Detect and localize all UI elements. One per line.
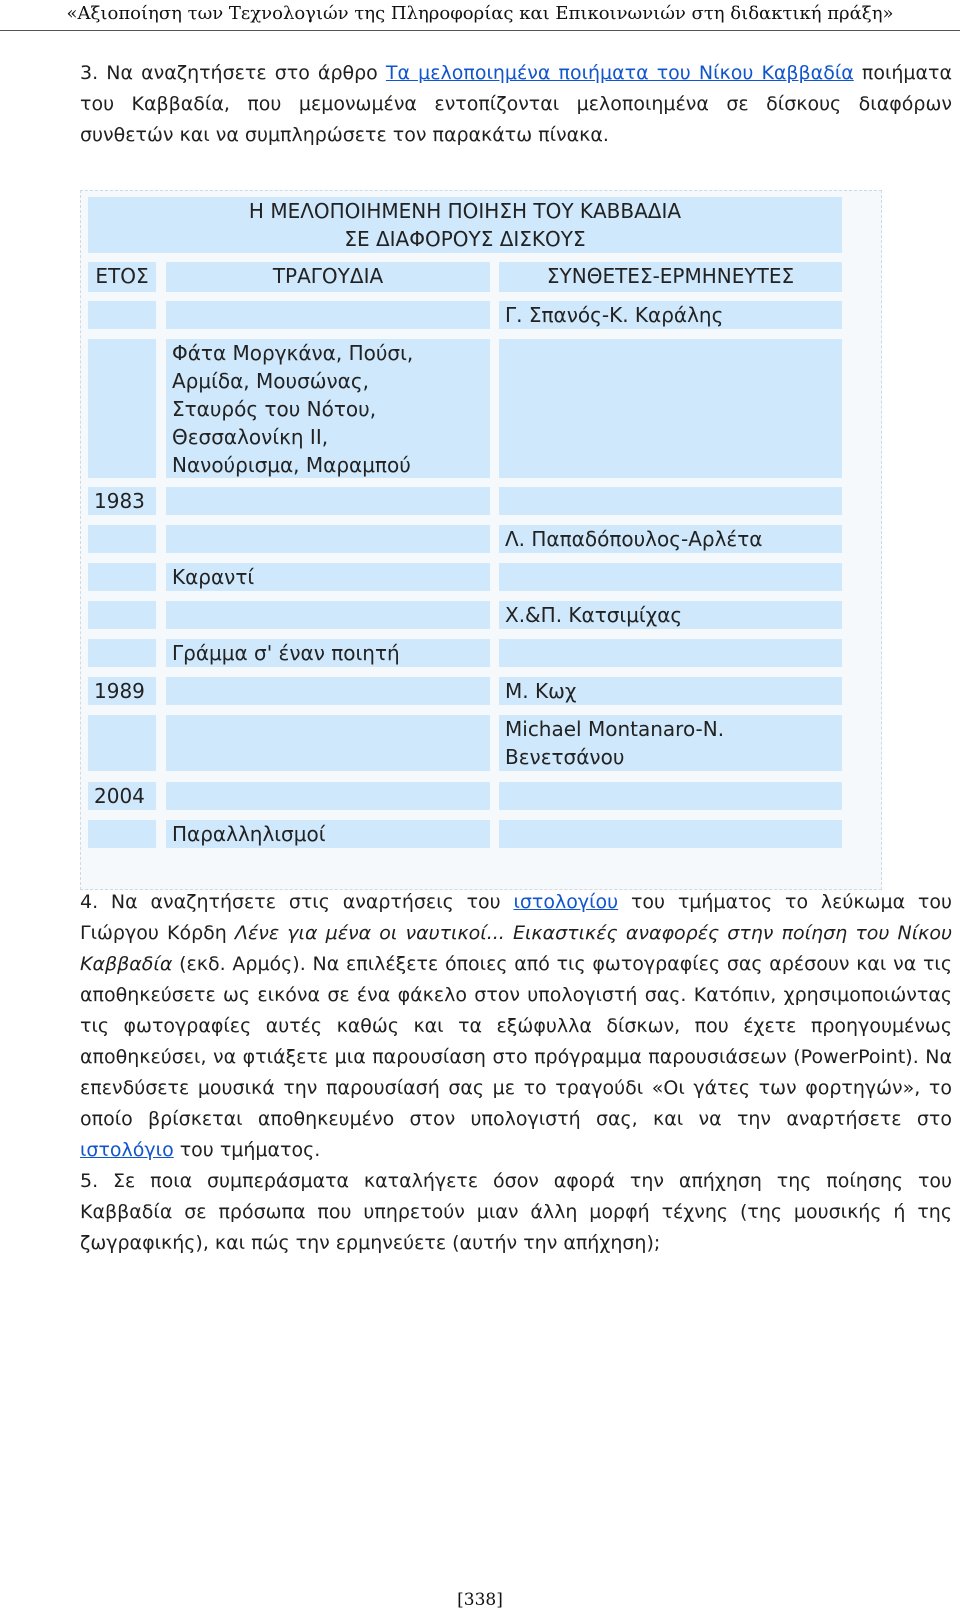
blog-link-1[interactable]: ιστολογίου [513, 891, 619, 913]
row-7-artists [499, 639, 842, 667]
row-4-year [88, 525, 156, 553]
article-link[interactable]: Τα μελοποιημένα ποιήματα του Νίκου Καββαδία [385, 62, 854, 84]
row-2-artists [499, 339, 842, 478]
row-9-artists: Michael Montanaro-Ν. Βενετσάνου [499, 715, 842, 771]
row-3-songs [166, 487, 490, 515]
row-1-year [88, 301, 156, 329]
row-5-year [88, 563, 156, 591]
table-title [88, 197, 842, 253]
row-11-artists [499, 820, 842, 848]
row-4-songs [166, 525, 490, 553]
row-5-songs: Καραντί [166, 563, 490, 591]
row-8-year: 1989 [88, 677, 156, 705]
row-1-artists: Γ. Σπανός-Κ. Καράλης [499, 301, 842, 329]
task-5-text: 5. Σε ποια συμπεράσματα καταλήγετε όσον αφορά την απήχηση της ποίησης του Καββαδία σε πρόσωπα που υπηρετούν μιαν άλλη μορφή τέχνης (της μουσικής ή της ζωγραφικής), και πώς την ερμηνεύετε (αυτήν την απήχηση); [80, 1170, 952, 1254]
task-3-paragraph [80, 58, 952, 151]
task-4-text-2: του τμήματος το λεύκωμα του Γιώργου Κόρδη [80, 891, 952, 944]
row-3-artists [499, 487, 842, 515]
header-songs: ΤΡΑΓΟΥΔΙΑ [166, 262, 490, 292]
row-6-year [88, 601, 156, 629]
row-7-songs: Γράμμα σ' έναν ποιητή [166, 639, 490, 667]
row-5-artists [499, 563, 842, 591]
task-4-text-3: (εκδ. Αρμός). Να επιλέξετε όποιες από τις φωτογραφίες σας αρέσουν και να τις αποθηκεύσετε ως εικόνα σε ένα φάκελο στον υπολογιστή σας. Κατόπιν, χρησιμοποιώντας τις φωτογραφίες αυτές καθώς και τα εξώφυλλα δίσκων, που έχετε προηγουμένως αποθηκεύσει, να φτιάξετε μια παρουσίαση στο πρόγραμμα παρουσιάσεων (PowerPoint). Να επενδύσετε μουσικά την παρουσίασή σας με το τραγούδι «Οι γάτες των φορτηγών», το οποίο βρίσκεται αποθηκευμένο στον υπολογιστή σας, και να την αναρτήσετε στο [80, 953, 952, 1130]
row-11-songs: Παραλληλισμοί [166, 820, 490, 848]
row-11-year [88, 820, 156, 848]
row-9-year [88, 715, 156, 771]
header-year: ΕΤΟΣ [88, 262, 156, 292]
row-1-songs [166, 301, 490, 329]
task-4-text-4: του τμήματος. [173, 1139, 321, 1161]
row-3-year: 1983 [88, 487, 156, 515]
row-8-artists: Μ. Κωχ [499, 677, 842, 705]
header-artists: ΣΥΝΘΕΤΕΣ-ΕΡΜΗΝΕΥΤΕΣ [499, 262, 842, 292]
row-4-artists: Λ. Παπαδόπουλος-Αρλέτα [499, 525, 842, 553]
row-10-songs [166, 782, 490, 810]
row-6-songs [166, 601, 490, 629]
row-2-year [88, 339, 156, 478]
row-2-songs: Φάτα Μοργκάνα, Πούσι, Αρμίδα, Μουσώνας, Σταυρός του Νότου, Θεσσαλονίκη ΙΙ, Νανούρισμα, Μαραμπού [166, 339, 490, 478]
task-4-paragraph [80, 887, 952, 1259]
row-10-artists [499, 782, 842, 810]
table-title-line-2: ΣΕ ΔΙΑΦΟΡΟΥΣ ΔΙΣΚΟΥΣ [344, 227, 586, 251]
row-7-year [88, 639, 156, 667]
task-3-prefix: 3. Να αναζητήσετε στο άρθρο [80, 62, 386, 84]
row-9-songs [166, 715, 490, 771]
table-title-line-1: Η ΜΕΛΟΠΟΙΗΜΕΝΗ ΠΟΙΗΣΗ ΤΟΥ ΚΑΒΒΑΔΙΑ [248, 199, 682, 223]
row-6-artists: Χ.&Π. Κατσιμίχας [499, 601, 842, 629]
header-divider [0, 30, 960, 31]
task-3-suffix: ποιήματα του Καββαδία, που μεμονωμένα εντοπίζονται μελοποιημένα σε δίσκους διαφόρων συνθετών και να συμπληρώσετε τον παρακάτω πίνακα. [80, 62, 952, 146]
page-number: [338] [457, 1590, 503, 1610]
running-header: «Αξιοποίηση των Τεχνολογιών της Πληροφορίας και Επικοινωνιών στη διδακτική πράξη» [66, 3, 894, 24]
row-8-songs [166, 677, 490, 705]
blog-link-2[interactable]: ιστολόγιο [80, 1139, 174, 1161]
album-title: Λένε για μένα οι ναυτικοί... Εικαστικές αναφορές στην ποίηση του Νίκου Καββαδία [80, 922, 952, 975]
task-4-text-1: 4. Να αναζητήσετε στις αναρτήσεις του [80, 891, 514, 913]
row-10-year: 2004 [88, 782, 156, 810]
